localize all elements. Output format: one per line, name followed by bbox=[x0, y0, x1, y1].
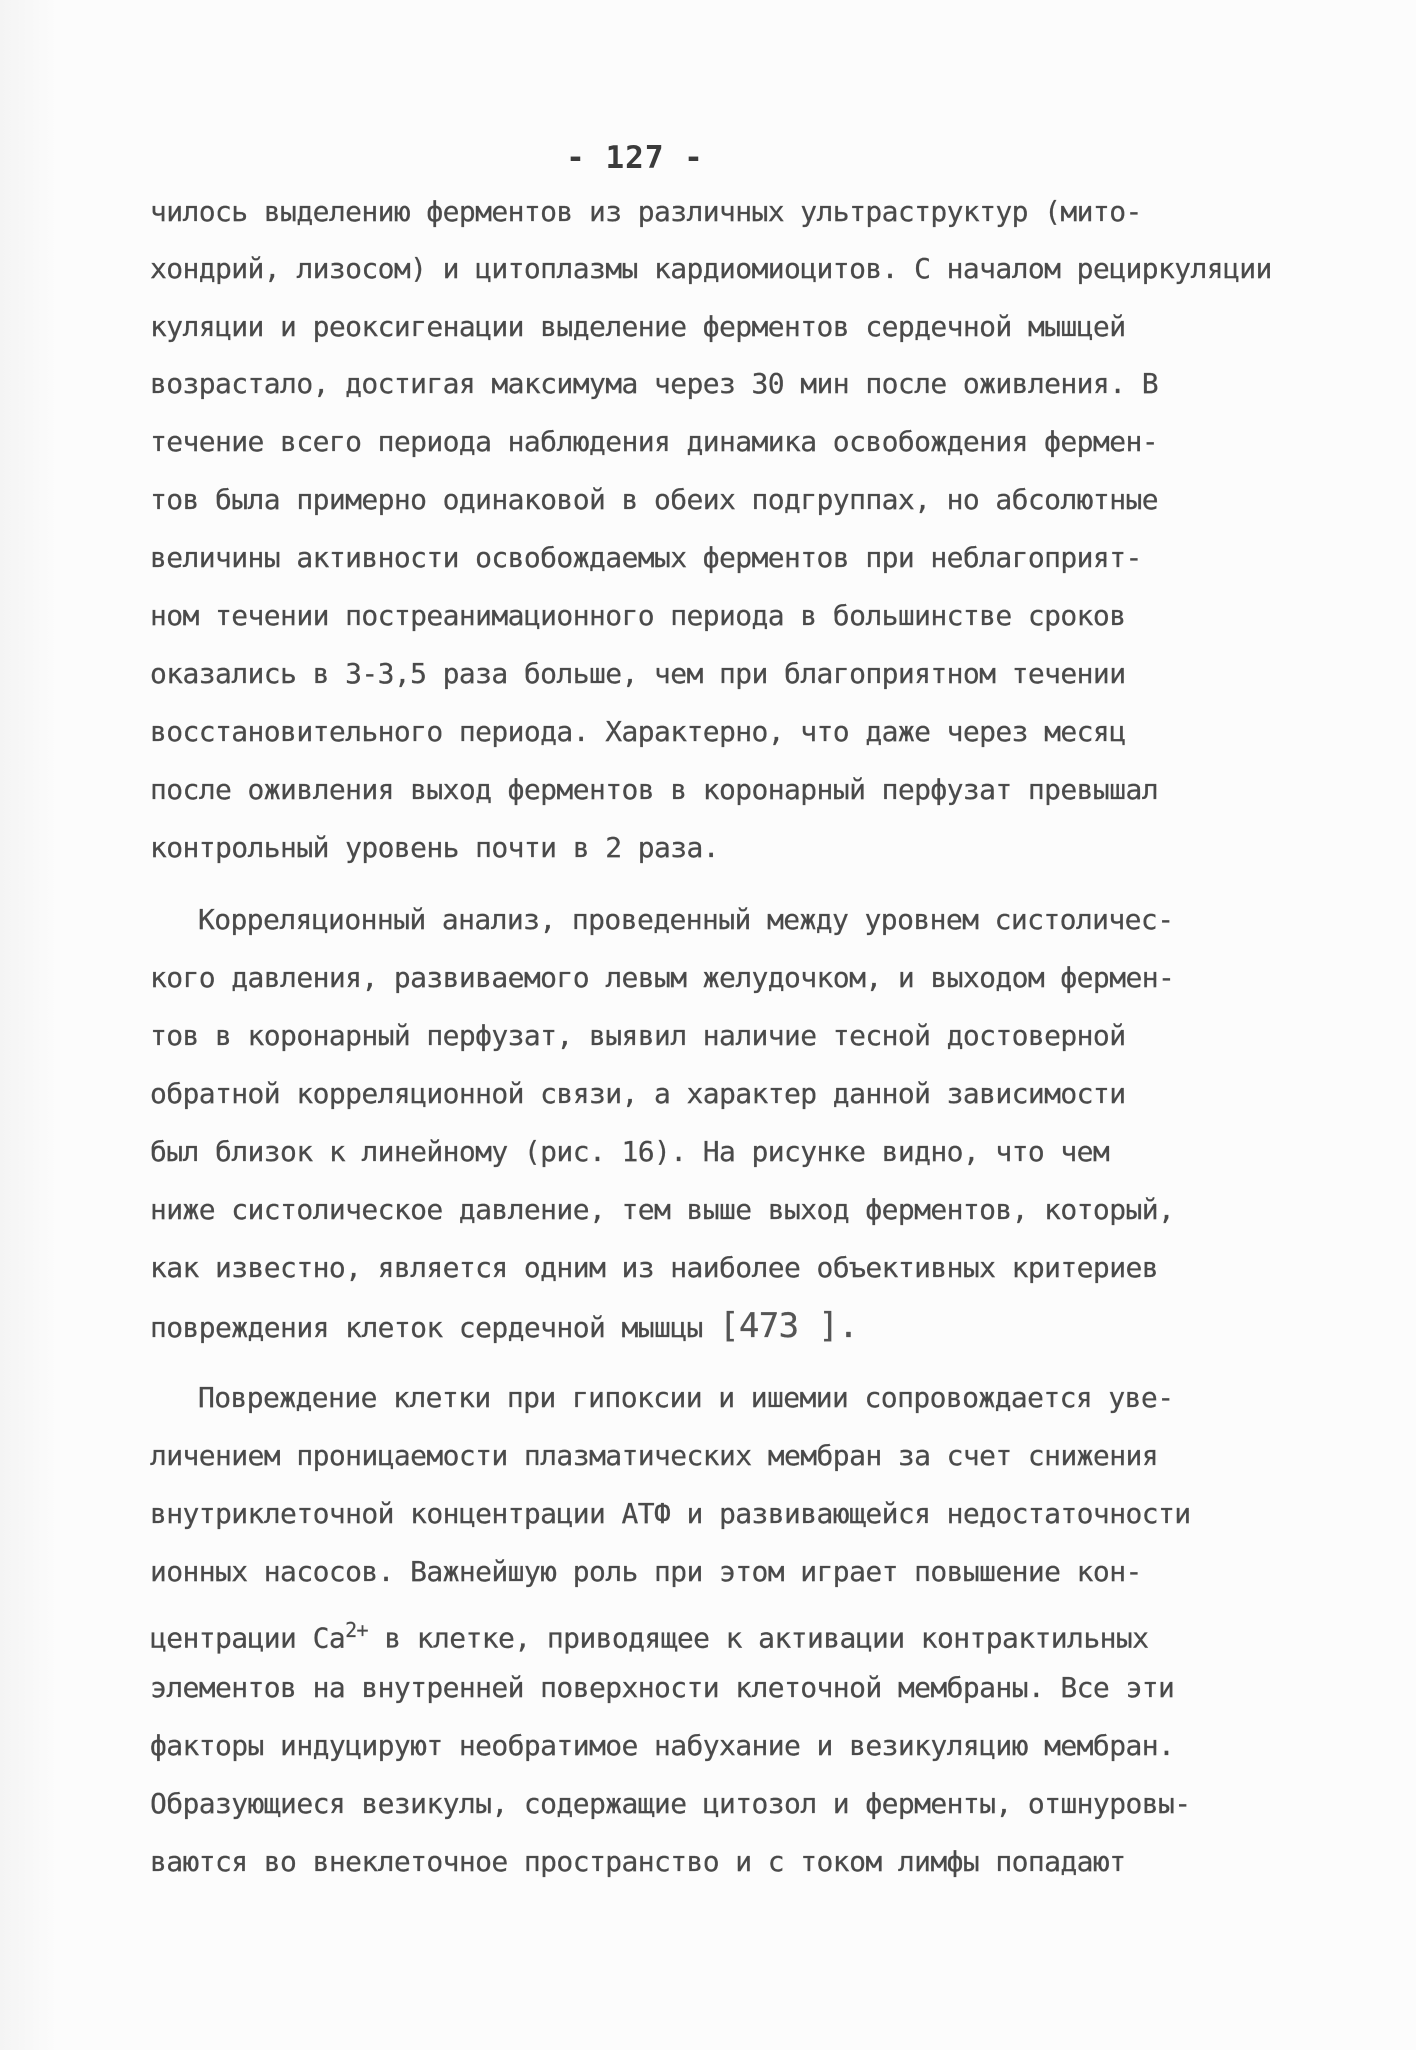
citation-reference: [473 ]. bbox=[719, 1306, 859, 1346]
text-line: хондрий, лизосом) и цитоплазмы кардиомиоцитов. С началом рециркуляции bbox=[150, 252, 1272, 285]
text-line: чилось выделению ферментов из различных ультраструктур (мито- bbox=[150, 195, 1142, 228]
text-line: факторы индуцируют необратимое набухание и везикуляцию мембран. bbox=[150, 1729, 1175, 1762]
text-line: ном течении постреанимационного периода в большинстве сроков bbox=[150, 599, 1126, 632]
text-line: оказались в 3-3,5 раза больше, чем при благоприятном течении bbox=[150, 657, 1126, 690]
superscript-charge: 2+ bbox=[345, 1618, 368, 1642]
text-line: контрольный уровень почти в 2 раза. bbox=[150, 831, 720, 864]
text-fragment: повреждения клеток сердечной мышцы bbox=[150, 1311, 703, 1344]
text-line: течение всего периода наблюдения динамика освобождения фермен- bbox=[150, 425, 1158, 458]
text-line: Образующиеся везикулы, содержащие цитозол и ферменты, отшнуровы- bbox=[150, 1787, 1191, 1820]
text-line: кого давления, развиваемого левым желудочком, и выходом фермен- bbox=[150, 961, 1175, 994]
text-line bbox=[150, 1306, 858, 1346]
text-line: ионных насосов. Важнейшую роль при этом играет повышение кон- bbox=[150, 1555, 1142, 1588]
text-line: ваются во внеклеточное пространство и с током лимфы попадают bbox=[150, 1845, 1126, 1878]
scan-shadow bbox=[0, 0, 58, 2050]
text-line: как известно, является одним из наиболее объективных критериев bbox=[150, 1251, 1158, 1284]
text-line: личением проницаемости плазматических мембран за счет снижения bbox=[150, 1439, 1158, 1472]
page-number: - 127 - bbox=[566, 140, 704, 176]
text-line: величины активности освобождаемых ферментов при неблагоприят- bbox=[150, 541, 1142, 574]
text-line: внутриклеточной концентрации АТФ и развивающейся недостаточности bbox=[150, 1497, 1191, 1530]
text-line bbox=[150, 1610, 1149, 1655]
text-line: возрастало, достигая максимума через 30 мин после оживления. В bbox=[150, 367, 1158, 400]
paragraph-start-line: Корреляционный анализ, проведенный между уровнем систоличес- bbox=[198, 903, 1174, 936]
text-line: элементов на внутренней поверхности клеточной мембраны. Все эти bbox=[150, 1671, 1175, 1704]
text-line: ниже систолическое давление, тем выше выход ферментов, который, bbox=[150, 1193, 1175, 1226]
text-fragment: центрации Ca bbox=[150, 1621, 346, 1655]
text-line: после оживления выход ферментов в коронарный перфузат превышал bbox=[150, 773, 1158, 806]
paragraph-start-line: Повреждение клетки при гипоксии и ишемии сопровождается уве- bbox=[198, 1381, 1174, 1414]
text-line: был близок к линейному (рис. 16). На рисунке видно, что чем bbox=[150, 1135, 1110, 1168]
text-line: тов в коронарный перфузат, выявил наличие тесной достоверной bbox=[150, 1019, 1126, 1052]
text-line: восстановительного периода. Характерно, что даже через месяц bbox=[150, 715, 1126, 748]
text-line: тов была примерно одинаковой в обеих подгруппах, но абсолютные bbox=[150, 483, 1158, 516]
text-line: куляции и реоксигенации выделение ферментов сердечной мышцей bbox=[150, 310, 1126, 343]
text-fragment: в клетке, приводящее к активации контрактильных bbox=[384, 1621, 1149, 1655]
text-line: обратной корреляционной связи, а характер данной зависимости bbox=[150, 1077, 1126, 1110]
